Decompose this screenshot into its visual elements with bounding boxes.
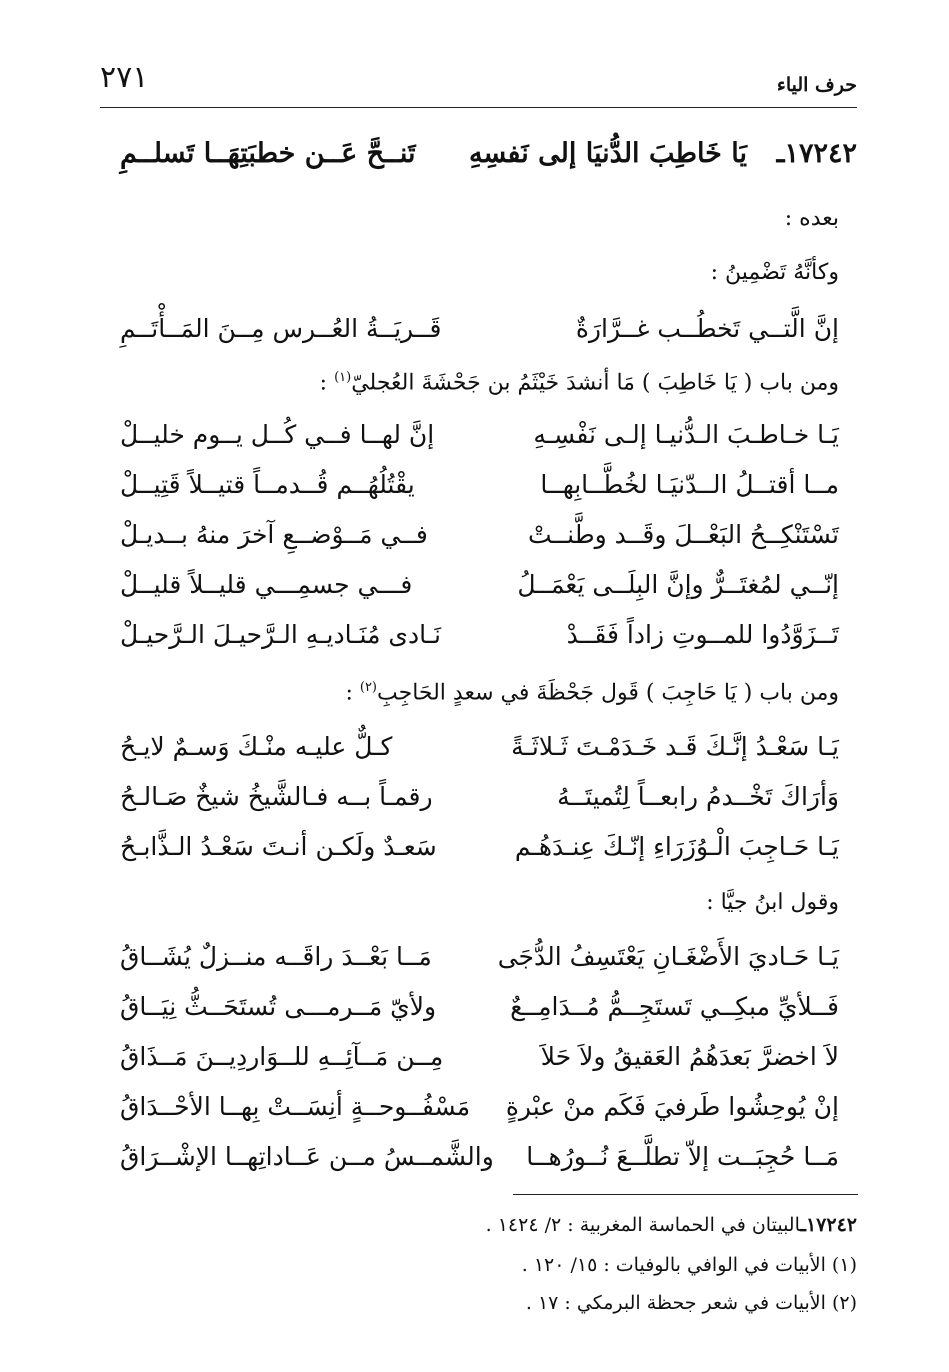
page-number: ٢٧١ [100, 60, 149, 95]
hemistich-first: يَـا سَعْـدُ إنَّـكَ قَـد خَـدَمْـتَ ثَـلاثَـةً [511, 732, 839, 761]
hemistich-second: مَــا بَعْــدَ راقَــه منــزلٌ يُشَــاقُ [120, 942, 432, 971]
hemistich-first: إنّــي لمُغتَــرٌّ وإنَّ البِلَــى يَعْمَــلُ [517, 570, 839, 599]
hemistich-second: نَـادى مُنَـاديـهِ الـرَّحيـلَ الـرَّحيـلْ [120, 620, 442, 649]
bab-khatib-text: ومن باب ( يَا خَاطِبَ ) مَا أنشدَ خَيْثَمُ بن جَحْشَةَ العُجليّ [351, 370, 839, 396]
hemistich-second: رقمـاً بــه فـالشَّيخُ شيخٌ صَـالـحُ [120, 782, 433, 811]
hemistich-first: يَـا حَـاجِبَ الْـوُزَرَاءِ إنّـكَ عِنـدَهُـم [514, 832, 839, 861]
hemistich-second: قَــريَــةُ العُــرس مِــنَ المَــأْتَــمِ [120, 314, 442, 343]
verse-khatib [120, 520, 839, 562]
verse-hajib [120, 832, 839, 874]
prose-line-baadahu: بعده : [784, 206, 839, 231]
hemistich-second: ولأيّ مَــرمـــى تُستَحَــثُّ نِيَــاقُ [120, 992, 437, 1021]
hemistich-second: إنَّ لهــا فــي كُــل يــوم خليــلْ [120, 420, 435, 449]
header-rule [100, 107, 857, 108]
entry-number: ١٧٢٤٢ـ [776, 138, 857, 169]
footnote-entry-number: ١٧٢٤٢ـ [800, 1214, 857, 1236]
entry-second-hemistich: تَنــحَّ عَــن خطبَتِهَــا تَسلــمِ [120, 138, 416, 169]
hemistich-second: مَسْفُــوحــةٍ أنِسَــتْ بِهــا الأحْــدَاقُ [120, 1092, 471, 1121]
prose-line-tadmin-intro: وكأنَّهُ تَضْمِينُ : [710, 260, 839, 285]
verse-ibn-jayya [120, 1042, 839, 1084]
chapter-title: حرف الياء [776, 74, 857, 96]
entry-verse [120, 138, 857, 184]
hemistich-first: يَـا خـاطـبَ الـدُّنيـا إلـى نَفْسِـهِ [533, 420, 839, 449]
running-head [100, 60, 857, 104]
bab-hajib-colon: : [345, 680, 360, 706]
hemistich-second: فــي مَــوْضــعِ آخرَ منهُ بــديـلْ [120, 520, 428, 549]
hemistich-second: سَعـدٌ ولَكـن أنـتَ سَعْـدُ الـذَّابـحُ [120, 832, 437, 861]
footnote-2: (٢) الأبيات في شعر جحظة البرمكي : ١٧ . [525, 1292, 857, 1314]
hemistich-first: لاَ اخضرَّ بَعدَهُمُ العَقيقُ ولاَ حَلاَ [540, 1042, 839, 1071]
bab-khatib-colon: : [319, 370, 335, 396]
hemistich-second: مِــن مَــآئِــهِ للــوَاردِيــنَ مَــذَاقُ [120, 1042, 444, 1071]
prose-line-bab-hajib [345, 680, 839, 705]
hemistich-first: مَــا حُجِبَــت إلاّ تطلَّــعَ نُــورُهــا [526, 1142, 839, 1171]
verse-ibn-jayya [120, 1142, 839, 1184]
verse-tadmin [120, 314, 839, 356]
bab-hajib-text: ومن باب ( يَا حَاجِبَ ) قَول جَحْظَةَ في سعدٍ الحَاجِبِ [377, 680, 839, 706]
verse-ibn-jayya [120, 992, 839, 1034]
footnote-entry-text: البيتان في الحماسة المغربية : ٢/ ١٤٢٤ . [485, 1214, 801, 1236]
entry-first-hemistich: يَا خَاطِبَ الدُّنيَا إلى نَفسِهِ [468, 138, 747, 169]
hemistich-first: إنْ يُوحِشُوا طَرفيَ فَكَم منْ عبْرةٍ [505, 1092, 839, 1121]
hemistich-first: يَـا حَـاديَ الأَضْغَـانِ يَعْتَسِفُ الدُّجَى [497, 942, 839, 971]
hemistich-first: تَسْتَنْكِــحُ البَعْــلَ وقَــد وطَّنــتْ [527, 520, 839, 549]
hemistich-first: فَــلأيِّ مبكِــي تَستَجِــمُّ مُــدَامِــعٌ [510, 992, 839, 1021]
hemistich-second: فـــي جسمِـــي قليــلاً قليــلْ [120, 570, 413, 599]
verse-khatib [120, 420, 839, 462]
hemistich-first: إنَّ الَّتــي تَخطُــب غــرَّارَةٌ [575, 314, 839, 343]
verse-khatib [120, 470, 839, 512]
footnote-ref-2: (٢) [359, 680, 377, 695]
verse-khatib [120, 620, 839, 662]
hemistich-second: يقْتُلُهُــم قُــدمــاً قتيــلاً قَتِيــلْ [120, 470, 415, 499]
verse-hajib [120, 732, 839, 774]
prose-line-ibn-jayya: وقول ابنُ جيَّا : [706, 890, 839, 915]
verse-ibn-jayya [120, 942, 839, 984]
verse-khatib [120, 570, 839, 612]
footnote-ref-1: (١) [334, 370, 352, 385]
hemistich-second: كـلٌّ عليـه منْـكَ وَسـمٌ لايـحُ [120, 732, 393, 761]
hemistich-first: تَــزَوَّدُوا للمــوتِ زاداً فَقَــدْ [566, 620, 839, 649]
footnote-entry [486, 1214, 857, 1236]
hemistich-second: والشَّمــسُ مــن عَــاداتِهــا الإشْــرَاقُ [120, 1142, 494, 1171]
prose-line-bab-khatib [320, 370, 839, 395]
hemistich-first: مــا أقتــلُ الــدّنيَـا لخُطَّــابِهــا [540, 470, 839, 499]
verse-hajib [120, 782, 839, 824]
footnote-1: (١) الأبيات في الوافي بالوفيات : ١٥/ ١٢٠ . [521, 1254, 857, 1276]
footnote-rule [513, 1194, 858, 1195]
hemistich-first: وَأرَاكَ تَخْــدمُ رابعــاً لِتُميتَــهُ [557, 782, 839, 811]
verse-ibn-jayya [120, 1092, 839, 1134]
